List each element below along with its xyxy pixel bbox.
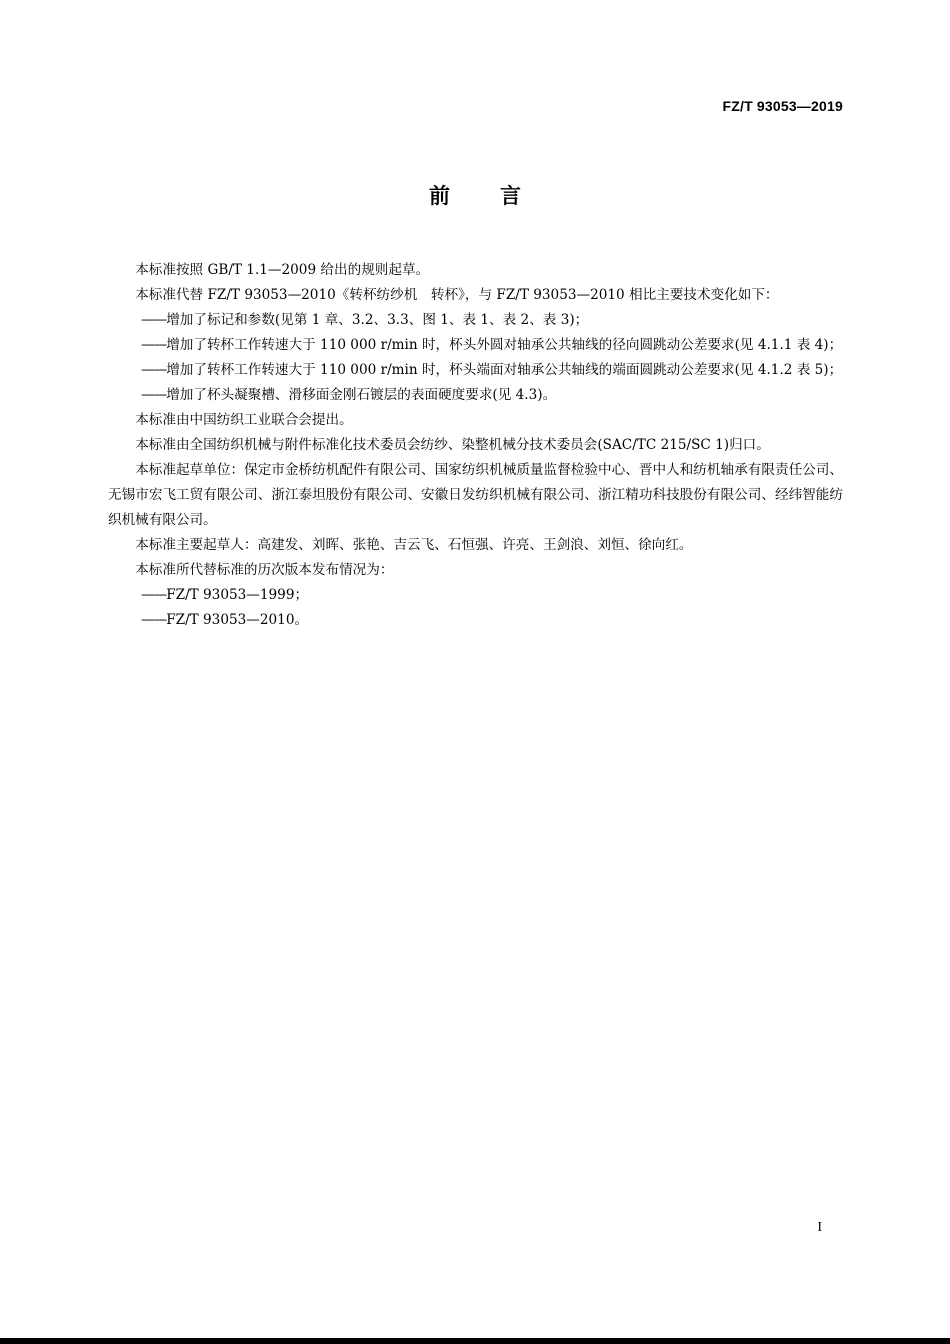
change-item xyxy=(108,308,843,333)
version-item xyxy=(108,583,843,608)
dash-mark: —— xyxy=(141,587,167,603)
foreword-body xyxy=(108,258,843,633)
page-number: I xyxy=(817,1220,822,1235)
drafters-paragraph: 本标准主要起草人：高建发、刘晖、张艳、吉云飞、石恒强、许亮、王剑浪、刘恒、徐向红。 xyxy=(135,537,693,553)
change-item-text: 增加了转杯工作转速大于 110 000 r/min 时，杯头外圆对轴承公共轴线的径向圆跳动公差要求(见 4.1.1 表 4)； xyxy=(166,337,843,353)
version-item-text: FZ/T 93053—1999； xyxy=(166,587,309,603)
history-intro-paragraph: 本标准所代替标准的历次版本发布情况为： xyxy=(135,562,394,578)
committee-paragraph: 本标准由全国纺织机械与附件标准化技术委员会纺纱、染整机械分技术委员会(SAC/TC 215/SC 1)归口。 xyxy=(135,437,770,453)
proposer-paragraph: 本标准由中国纺织工业联合会提出。 xyxy=(135,412,353,428)
dash-mark: —— xyxy=(141,337,167,353)
drafting-rule-paragraph: 本标准按照 GB/T 1.1—2009 给出的规则起草。 xyxy=(135,262,430,278)
change-item xyxy=(108,383,843,408)
change-item-text: 增加了杯头凝聚槽、滑移面金刚石镀层的表面硬度要求(见 4.3)。 xyxy=(166,387,557,403)
dash-mark: —— xyxy=(141,362,167,378)
change-item xyxy=(108,358,843,383)
bottom-border xyxy=(0,1338,950,1344)
version-item xyxy=(108,608,843,633)
dash-mark: —— xyxy=(141,312,167,328)
version-item-text: FZ/T 93053—2010。 xyxy=(166,612,309,628)
dash-mark: —— xyxy=(141,612,167,628)
drafting-units-paragraph: 本标准起草单位：保定市金桥纺机配件有限公司、国家纺织机械质量监督检验中心、晋中人和纺机轴承有限责任公司、无锡市宏飞工贸有限公司、浙江泰坦股份有限公司、安徽日发纺织机械有限公司、浙江精功科技股份有限公司、经纬智能纺织机械有限公司。 xyxy=(108,462,843,528)
change-item-text: 增加了转杯工作转速大于 110 000 r/min 时，杯头端面对轴承公共轴线的端面圆跳动公差要求(见 4.1.2 表 5)； xyxy=(166,362,843,378)
change-item xyxy=(108,333,843,358)
change-item-text: 增加了标记和参数(见第 1 章、3.2、3.3、图 1、表 1、表 2、表 3)； xyxy=(166,312,589,328)
standard-number: FZ/T 93053—2019 xyxy=(722,98,843,114)
replacement-paragraph: 本标准代替 FZ/T 93053—2010《转杯纺纱机 转杯》，与 FZ/T 93053—2010 相比主要技术变化如下： xyxy=(135,287,779,303)
page-title: 前言 xyxy=(429,184,571,208)
dash-mark: —— xyxy=(141,387,167,403)
